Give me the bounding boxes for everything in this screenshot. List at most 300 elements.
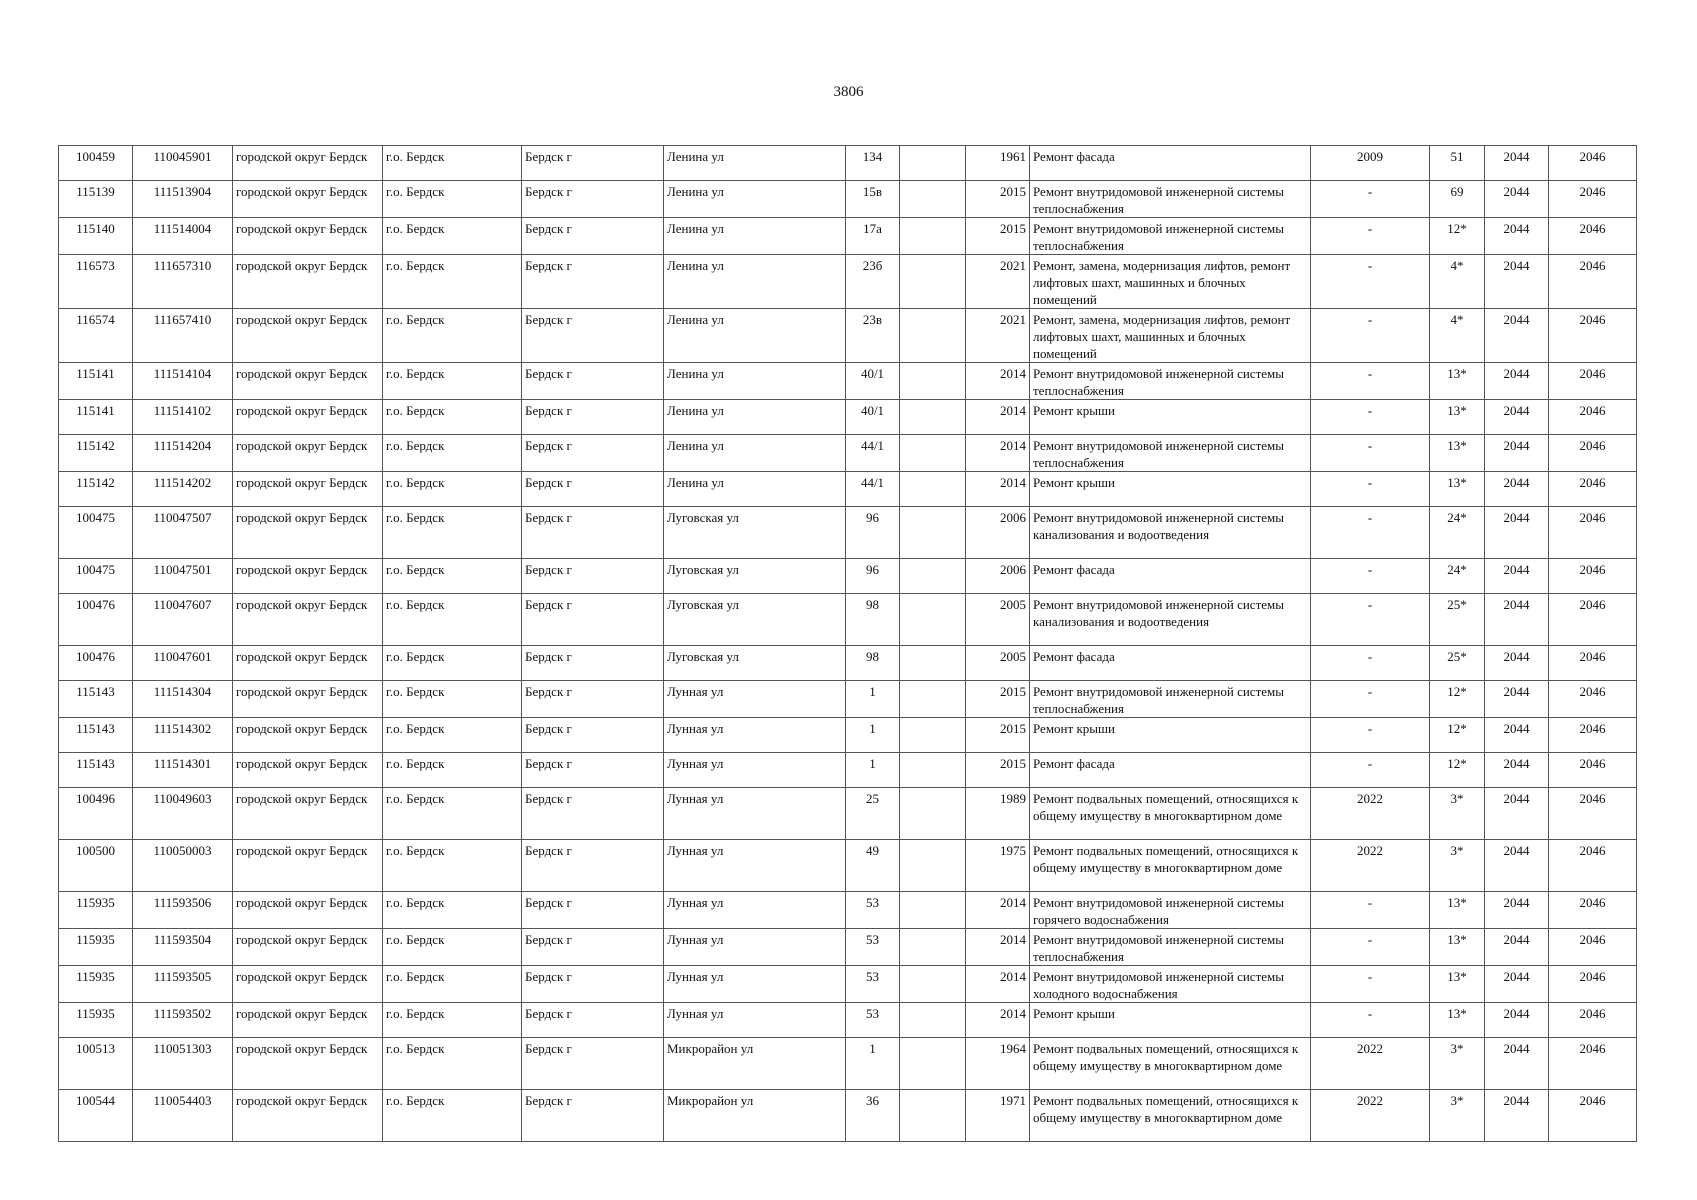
year-built-cell: 1961 (966, 146, 1030, 181)
id-cell: 115143 (59, 718, 133, 753)
district-cell: г.о. Бердск (383, 966, 522, 1003)
house-cell: 1 (846, 753, 900, 788)
street-cell: Лунная ул (664, 718, 846, 753)
settlement-cell: Бердск г (522, 966, 664, 1003)
code-cell: 110047607 (133, 594, 233, 646)
wear-cell: 12* (1430, 681, 1485, 718)
table-row (59, 507, 1637, 559)
capital-repair-table (58, 145, 1637, 1142)
wear-cell: 13* (1430, 929, 1485, 966)
last-repair-cell: - (1311, 892, 1430, 929)
extra-cell (900, 788, 966, 840)
id-cell: 100459 (59, 146, 133, 181)
house-cell: 15в (846, 181, 900, 218)
district-cell: г.о. Бердск (383, 255, 522, 309)
table-row (59, 1003, 1637, 1038)
plan-end-cell: 2046 (1549, 507, 1637, 559)
plan-end-cell: 2046 (1549, 753, 1637, 788)
last-repair-cell: - (1311, 218, 1430, 255)
wear-cell: 3* (1430, 788, 1485, 840)
id-cell: 115935 (59, 929, 133, 966)
extra-cell (900, 718, 966, 753)
street-cell: Ленина ул (664, 472, 846, 507)
plan-end-cell: 2046 (1549, 1090, 1637, 1142)
table-body (59, 146, 1637, 1142)
settlement-cell: Бердск г (522, 507, 664, 559)
work-type-cell: Ремонт, замена, модернизация лифтов, ремонт лифтовых шахт, машинных и блочных помещений (1030, 309, 1311, 363)
extra-cell (900, 646, 966, 681)
plan-end-cell: 2046 (1549, 718, 1637, 753)
work-type-cell: Ремонт внутридомовой инженерной системы канализования и водоотведения (1030, 594, 1311, 646)
plan-start-cell: 2044 (1485, 559, 1549, 594)
plan-start-cell: 2044 (1485, 255, 1549, 309)
code-cell: 111514301 (133, 753, 233, 788)
wear-cell: 3* (1430, 1038, 1485, 1090)
street-cell: Лунная ул (664, 753, 846, 788)
plan-start-cell: 2044 (1485, 309, 1549, 363)
settlement-cell: Бердск г (522, 788, 664, 840)
plan-start-cell: 2044 (1485, 1090, 1549, 1142)
year-built-cell: 2014 (966, 363, 1030, 400)
id-cell: 115143 (59, 753, 133, 788)
house-cell: 96 (846, 507, 900, 559)
district-cell: г.о. Бердск (383, 400, 522, 435)
plan-start-cell: 2044 (1485, 929, 1549, 966)
last-repair-cell: - (1311, 435, 1430, 472)
table-row (59, 559, 1637, 594)
id-cell: 115140 (59, 218, 133, 255)
house-cell: 44/1 (846, 472, 900, 507)
wear-cell: 13* (1430, 435, 1485, 472)
work-type-cell: Ремонт фасада (1030, 753, 1311, 788)
work-type-cell: Ремонт внутридомовой инженерной системы теплоснабжения (1030, 681, 1311, 718)
settlement-cell: Бердск г (522, 646, 664, 681)
settlement-cell: Бердск г (522, 840, 664, 892)
street-cell: Ленина ул (664, 309, 846, 363)
district-cell: г.о. Бердск (383, 472, 522, 507)
settlement-cell: Бердск г (522, 181, 664, 218)
year-built-cell: 2006 (966, 559, 1030, 594)
extra-cell (900, 472, 966, 507)
year-built-cell: 2015 (966, 753, 1030, 788)
year-built-cell: 1971 (966, 1090, 1030, 1142)
settlement-cell: Бердск г (522, 753, 664, 788)
code-cell: 111514104 (133, 363, 233, 400)
id-cell: 115142 (59, 435, 133, 472)
municipality-cell: городской округ Бердск (233, 507, 383, 559)
house-cell: 40/1 (846, 400, 900, 435)
code-cell: 110054403 (133, 1090, 233, 1142)
district-cell: г.о. Бердск (383, 718, 522, 753)
settlement-cell: Бердск г (522, 681, 664, 718)
street-cell: Лунная ул (664, 681, 846, 718)
extra-cell (900, 309, 966, 363)
plan-start-cell: 2044 (1485, 435, 1549, 472)
year-built-cell: 1975 (966, 840, 1030, 892)
municipality-cell: городской округ Бердск (233, 559, 383, 594)
municipality-cell: городской округ Бердск (233, 218, 383, 255)
municipality-cell: городской округ Бердск (233, 435, 383, 472)
settlement-cell: Бердск г (522, 929, 664, 966)
year-built-cell: 2014 (966, 929, 1030, 966)
plan-end-cell: 2046 (1549, 892, 1637, 929)
house-cell: 36 (846, 1090, 900, 1142)
house-cell: 53 (846, 1003, 900, 1038)
id-cell: 100544 (59, 1090, 133, 1142)
year-built-cell: 2021 (966, 255, 1030, 309)
extra-cell (900, 1003, 966, 1038)
table-row (59, 435, 1637, 472)
municipality-cell: городской округ Бердск (233, 594, 383, 646)
extra-cell (900, 435, 966, 472)
code-cell: 111657310 (133, 255, 233, 309)
extra-cell (900, 363, 966, 400)
house-cell: 1 (846, 718, 900, 753)
municipality-cell: городской округ Бердск (233, 255, 383, 309)
last-repair-cell: - (1311, 753, 1430, 788)
plan-end-cell: 2046 (1549, 646, 1637, 681)
house-cell: 40/1 (846, 363, 900, 400)
last-repair-cell: 2022 (1311, 788, 1430, 840)
table-row (59, 400, 1637, 435)
extra-cell (900, 681, 966, 718)
wear-cell: 24* (1430, 559, 1485, 594)
plan-start-cell: 2044 (1485, 400, 1549, 435)
municipality-cell: городской округ Бердск (233, 718, 383, 753)
district-cell: г.о. Бердск (383, 1038, 522, 1090)
plan-end-cell: 2046 (1549, 966, 1637, 1003)
municipality-cell: городской округ Бердск (233, 1003, 383, 1038)
house-cell: 53 (846, 929, 900, 966)
table-row (59, 929, 1637, 966)
table-row (59, 681, 1637, 718)
plan-start-cell: 2044 (1485, 1003, 1549, 1038)
code-cell: 111514202 (133, 472, 233, 507)
year-built-cell: 2014 (966, 1003, 1030, 1038)
last-repair-cell: - (1311, 681, 1430, 718)
extra-cell (900, 400, 966, 435)
table-row (59, 181, 1637, 218)
street-cell: Лунная ул (664, 929, 846, 966)
code-cell: 111514304 (133, 681, 233, 718)
wear-cell: 25* (1430, 646, 1485, 681)
code-cell: 110047501 (133, 559, 233, 594)
street-cell: Микрорайон ул (664, 1038, 846, 1090)
last-repair-cell: - (1311, 507, 1430, 559)
extra-cell (900, 1090, 966, 1142)
street-cell: Ленина ул (664, 400, 846, 435)
table-row (59, 1038, 1637, 1090)
wear-cell: 3* (1430, 840, 1485, 892)
district-cell: г.о. Бердск (383, 594, 522, 646)
wear-cell: 13* (1430, 400, 1485, 435)
street-cell: Микрорайон ул (664, 1090, 846, 1142)
district-cell: г.о. Бердск (383, 840, 522, 892)
street-cell: Луговская ул (664, 646, 846, 681)
street-cell: Луговская ул (664, 507, 846, 559)
year-built-cell: 1989 (966, 788, 1030, 840)
settlement-cell: Бердск г (522, 559, 664, 594)
wear-cell: 13* (1430, 472, 1485, 507)
house-cell: 23б (846, 255, 900, 309)
last-repair-cell: 2009 (1311, 146, 1430, 181)
code-cell: 111513904 (133, 181, 233, 218)
id-cell: 115935 (59, 1003, 133, 1038)
extra-cell (900, 559, 966, 594)
work-type-cell: Ремонт крыши (1030, 472, 1311, 507)
year-built-cell: 2015 (966, 718, 1030, 753)
work-type-cell: Ремонт подвальных помещений, относящихся к общему имуществу в многоквартирном доме (1030, 788, 1311, 840)
district-cell: г.о. Бердск (383, 146, 522, 181)
code-cell: 111514102 (133, 400, 233, 435)
settlement-cell: Бердск г (522, 472, 664, 507)
settlement-cell: Бердск г (522, 435, 664, 472)
municipality-cell: городской округ Бердск (233, 646, 383, 681)
district-cell: г.о. Бердск (383, 363, 522, 400)
street-cell: Ленина ул (664, 218, 846, 255)
plan-start-cell: 2044 (1485, 646, 1549, 681)
last-repair-cell: - (1311, 309, 1430, 363)
municipality-cell: городской округ Бердск (233, 929, 383, 966)
house-cell: 17а (846, 218, 900, 255)
district-cell: г.о. Бердск (383, 753, 522, 788)
municipality-cell: городской округ Бердск (233, 472, 383, 507)
work-type-cell: Ремонт фасада (1030, 646, 1311, 681)
plan-start-cell: 2044 (1485, 681, 1549, 718)
wear-cell: 69 (1430, 181, 1485, 218)
last-repair-cell: - (1311, 1003, 1430, 1038)
extra-cell (900, 146, 966, 181)
code-cell: 111657410 (133, 309, 233, 363)
municipality-cell: городской округ Бердск (233, 1090, 383, 1142)
table-row (59, 892, 1637, 929)
house-cell: 53 (846, 966, 900, 1003)
code-cell: 111593504 (133, 929, 233, 966)
page-number: 3806 (833, 84, 864, 100)
table-row (59, 966, 1637, 1003)
street-cell: Луговская ул (664, 594, 846, 646)
plan-end-cell: 2046 (1549, 363, 1637, 400)
street-cell: Лунная ул (664, 788, 846, 840)
house-cell: 96 (846, 559, 900, 594)
year-built-cell: 2021 (966, 309, 1030, 363)
municipality-cell: городской округ Бердск (233, 181, 383, 218)
table-row (59, 646, 1637, 681)
wear-cell: 25* (1430, 594, 1485, 646)
work-type-cell: Ремонт внутридомовой инженерной системы теплоснабжения (1030, 435, 1311, 472)
last-repair-cell: 2022 (1311, 1038, 1430, 1090)
last-repair-cell: - (1311, 363, 1430, 400)
house-cell: 134 (846, 146, 900, 181)
house-cell: 98 (846, 594, 900, 646)
wear-cell: 12* (1430, 218, 1485, 255)
id-cell: 115141 (59, 400, 133, 435)
work-type-cell: Ремонт фасада (1030, 146, 1311, 181)
plan-start-cell: 2044 (1485, 788, 1549, 840)
id-cell: 115141 (59, 363, 133, 400)
last-repair-cell: - (1311, 400, 1430, 435)
district-cell: г.о. Бердск (383, 507, 522, 559)
settlement-cell: Бердск г (522, 892, 664, 929)
wear-cell: 4* (1430, 255, 1485, 309)
table-row (59, 363, 1637, 400)
last-repair-cell: - (1311, 472, 1430, 507)
street-cell: Ленина ул (664, 146, 846, 181)
table-row (59, 840, 1637, 892)
last-repair-cell: - (1311, 929, 1430, 966)
work-type-cell: Ремонт внутридомовой инженерной системы теплоснабжения (1030, 363, 1311, 400)
work-type-cell: Ремонт фасада (1030, 559, 1311, 594)
plan-start-cell: 2044 (1485, 218, 1549, 255)
year-built-cell: 1964 (966, 1038, 1030, 1090)
plan-end-cell: 2046 (1549, 840, 1637, 892)
work-type-cell: Ремонт подвальных помещений, относящихся к общему имуществу в многоквартирном доме (1030, 1090, 1311, 1142)
municipality-cell: городской округ Бердск (233, 840, 383, 892)
work-type-cell: Ремонт подвальных помещений, относящихся к общему имуществу в многоквартирном доме (1030, 840, 1311, 892)
work-type-cell: Ремонт внутридомовой инженерной системы теплоснабжения (1030, 181, 1311, 218)
table-row (59, 594, 1637, 646)
code-cell: 111593505 (133, 966, 233, 1003)
work-type-cell: Ремонт крыши (1030, 1003, 1311, 1038)
id-cell: 100476 (59, 646, 133, 681)
municipality-cell: городской округ Бердск (233, 966, 383, 1003)
year-built-cell: 2005 (966, 594, 1030, 646)
plan-end-cell: 2046 (1549, 255, 1637, 309)
last-repair-cell: 2022 (1311, 840, 1430, 892)
district-cell: г.о. Бердск (383, 309, 522, 363)
id-cell: 115935 (59, 966, 133, 1003)
code-cell: 110045901 (133, 146, 233, 181)
code-cell: 110047507 (133, 507, 233, 559)
id-cell: 115139 (59, 181, 133, 218)
code-cell: 110051303 (133, 1038, 233, 1090)
plan-end-cell: 2046 (1549, 146, 1637, 181)
street-cell: Лунная ул (664, 1003, 846, 1038)
street-cell: Лунная ул (664, 840, 846, 892)
last-repair-cell: - (1311, 594, 1430, 646)
work-type-cell: Ремонт внутридомовой инженерной системы горячего водоснабжения (1030, 892, 1311, 929)
id-cell: 100513 (59, 1038, 133, 1090)
plan-end-cell: 2046 (1549, 929, 1637, 966)
district-cell: г.о. Бердск (383, 181, 522, 218)
last-repair-cell: - (1311, 966, 1430, 1003)
wear-cell: 13* (1430, 1003, 1485, 1038)
year-built-cell: 2014 (966, 966, 1030, 1003)
settlement-cell: Бердск г (522, 400, 664, 435)
plan-start-cell: 2044 (1485, 507, 1549, 559)
wear-cell: 12* (1430, 718, 1485, 753)
wear-cell: 51 (1430, 146, 1485, 181)
id-cell: 100496 (59, 788, 133, 840)
code-cell: 111514204 (133, 435, 233, 472)
last-repair-cell: - (1311, 559, 1430, 594)
house-cell: 25 (846, 788, 900, 840)
extra-cell (900, 255, 966, 309)
id-cell: 100500 (59, 840, 133, 892)
settlement-cell: Бердск г (522, 309, 664, 363)
municipality-cell: городской округ Бердск (233, 892, 383, 929)
district-cell: г.о. Бердск (383, 646, 522, 681)
work-type-cell: Ремонт, замена, модернизация лифтов, ремонт лифтовых шахт, машинных и блочных помещений (1030, 255, 1311, 309)
street-cell: Ленина ул (664, 363, 846, 400)
work-type-cell: Ремонт подвальных помещений, относящихся к общему имуществу в многоквартирном доме (1030, 1038, 1311, 1090)
work-type-cell: Ремонт внутридомовой инженерной системы канализования и водоотведения (1030, 507, 1311, 559)
plan-end-cell: 2046 (1549, 472, 1637, 507)
plan-end-cell: 2046 (1549, 400, 1637, 435)
house-cell: 98 (846, 646, 900, 681)
id-cell: 100475 (59, 559, 133, 594)
municipality-cell: городской округ Бердск (233, 1038, 383, 1090)
table-row (59, 472, 1637, 507)
plan-start-cell: 2044 (1485, 594, 1549, 646)
settlement-cell: Бердск г (522, 1003, 664, 1038)
extra-cell (900, 966, 966, 1003)
code-cell: 111514004 (133, 218, 233, 255)
street-cell: Лунная ул (664, 966, 846, 1003)
plan-end-cell: 2046 (1549, 309, 1637, 363)
municipality-cell: городской округ Бердск (233, 400, 383, 435)
plan-start-cell: 2044 (1485, 363, 1549, 400)
wear-cell: 4* (1430, 309, 1485, 363)
wear-cell: 13* (1430, 966, 1485, 1003)
id-cell: 100476 (59, 594, 133, 646)
extra-cell (900, 594, 966, 646)
year-built-cell: 2005 (966, 646, 1030, 681)
settlement-cell: Бердск г (522, 1038, 664, 1090)
municipality-cell: городской округ Бердск (233, 681, 383, 718)
municipality-cell: городской округ Бердск (233, 753, 383, 788)
work-type-cell: Ремонт внутридомовой инженерной системы холодного водоснабжения (1030, 966, 1311, 1003)
extra-cell (900, 753, 966, 788)
extra-cell (900, 840, 966, 892)
district-cell: г.о. Бердск (383, 788, 522, 840)
extra-cell (900, 507, 966, 559)
plan-start-cell: 2044 (1485, 966, 1549, 1003)
wear-cell: 13* (1430, 363, 1485, 400)
extra-cell (900, 218, 966, 255)
code-cell: 111593506 (133, 892, 233, 929)
plan-end-cell: 2046 (1549, 1003, 1637, 1038)
table-row (59, 255, 1637, 309)
table-row (59, 753, 1637, 788)
plan-end-cell: 2046 (1549, 788, 1637, 840)
house-cell: 1 (846, 1038, 900, 1090)
extra-cell (900, 929, 966, 966)
wear-cell: 13* (1430, 892, 1485, 929)
house-cell: 49 (846, 840, 900, 892)
settlement-cell: Бердск г (522, 218, 664, 255)
extra-cell (900, 1038, 966, 1090)
year-built-cell: 2006 (966, 507, 1030, 559)
year-built-cell: 2015 (966, 181, 1030, 218)
plan-end-cell: 2046 (1549, 1038, 1637, 1090)
district-cell: г.о. Бердск (383, 559, 522, 594)
code-cell: 111593502 (133, 1003, 233, 1038)
table-row (59, 218, 1637, 255)
work-type-cell: Ремонт крыши (1030, 400, 1311, 435)
district-cell: г.о. Бердск (383, 892, 522, 929)
year-built-cell: 2015 (966, 218, 1030, 255)
wear-cell: 3* (1430, 1090, 1485, 1142)
plan-start-cell: 2044 (1485, 753, 1549, 788)
street-cell: Лунная ул (664, 892, 846, 929)
settlement-cell: Бердск г (522, 363, 664, 400)
last-repair-cell: - (1311, 718, 1430, 753)
plan-end-cell: 2046 (1549, 559, 1637, 594)
settlement-cell: Бердск г (522, 718, 664, 753)
code-cell: 111514302 (133, 718, 233, 753)
settlement-cell: Бердск г (522, 255, 664, 309)
